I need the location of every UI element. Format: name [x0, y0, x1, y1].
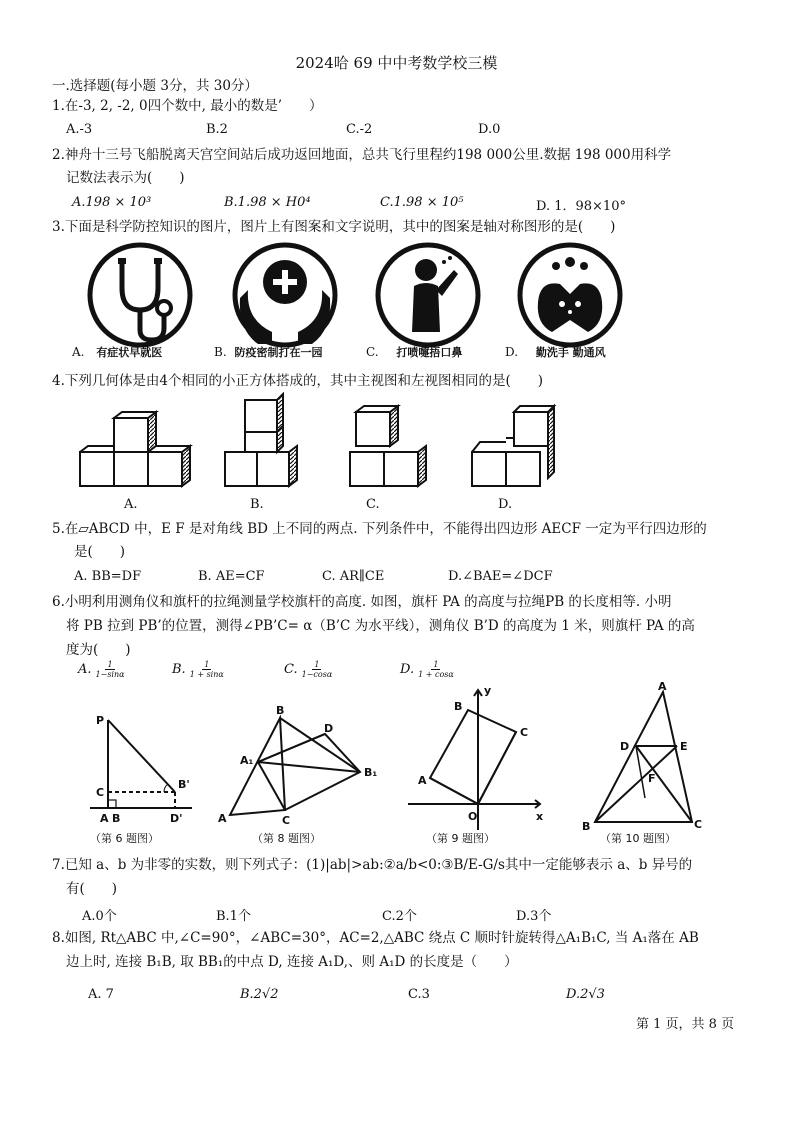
q2-option-c[interactable]: C.1.98 × 10⁵: [380, 195, 464, 210]
fig9-label-b: B: [454, 700, 463, 713]
q3-option-b-letter: B.: [214, 345, 227, 359]
q3-option-b[interactable]: [214, 344, 322, 360]
q4-option-b[interactable]: B.: [250, 497, 264, 512]
q5-stem-line2: 是( ): [74, 544, 126, 560]
q4-option-d[interactable]: D.: [498, 497, 513, 512]
q6-stem-line2: 将 PB 拉到 PB’的位置，测得∠PB’C= α（B’C 为水平线），测角仪 B’D 的高度为 1 米，则旗杆 PA 的高: [66, 618, 695, 634]
hand-wash-icon[interactable]: [520, 245, 620, 345]
q4-stem: 4.下列几何体是由4个相同的小正方体搭成的，其中主视图和左视图相同的是( ): [52, 373, 544, 389]
fig9-label-x: x: [536, 810, 544, 823]
q4-option-a[interactable]: A.: [124, 497, 138, 512]
q6-option-b-num: 1: [204, 660, 210, 669]
q6-stem-line3: 度为( ): [66, 642, 131, 658]
figure-9: [408, 690, 540, 830]
solid-b[interactable]: [225, 394, 297, 486]
q3-option-d-letter: D.: [505, 345, 519, 359]
q1-option-d[interactable]: D.0: [478, 122, 501, 137]
q7-stem-line1: 7.已知 a、b 为非零的实数，则下列式子：(1)|ab|>ab:②a/b<0:③B/E-G/s其中一定能够表示 a、b 异号的: [52, 857, 693, 873]
q4-solids: [70, 392, 670, 492]
solid-d[interactable]: [472, 392, 554, 486]
q6-option-a-num: 1: [107, 660, 113, 669]
q4-option-c[interactable]: C.: [366, 497, 380, 512]
q6-option-d-den: 1 + cosα: [418, 670, 454, 679]
fig10-label-b: B: [582, 820, 591, 833]
figure-6: [90, 720, 192, 808]
q5-option-c[interactable]: C. AR∥CE: [322, 569, 385, 584]
q3-option-c[interactable]: [366, 344, 462, 360]
q8-option-c[interactable]: C.3: [408, 987, 430, 1002]
q6-stem-line1: 6.小明利用测角仪和旗杆的拉绳测量学校旗杆的高度. 如图，旗杆 PA 的高度与拉绳PB 的长度相等. 小明: [52, 594, 672, 610]
q5-option-b[interactable]: B. AE=CF: [198, 569, 265, 584]
q6-option-d-letter: D.: [400, 662, 415, 677]
fig9-label-y: y: [484, 684, 492, 697]
q6-option-d-num: 1: [433, 660, 439, 669]
fig10-label-c: C: [694, 818, 703, 831]
hands-medical-cross-icon[interactable]: [235, 245, 335, 345]
solid-a[interactable]: [80, 412, 190, 486]
q2-option-b[interactable]: B.1.98 × H0⁴: [224, 195, 311, 210]
fig9-label-a: A: [418, 774, 427, 787]
q6-option-c-letter: C.: [284, 662, 298, 677]
q6-option-b-den: 1 + sinα: [189, 670, 224, 679]
q2-stem-line2: 记数法表示为( ): [66, 170, 185, 186]
page-title: 2024哈 69 中中考数学校三模: [295, 54, 498, 72]
q6-option-a-den: 1−sinα: [95, 670, 125, 679]
q6-option-a[interactable]: [78, 660, 127, 679]
fig8-label-a1: A₁: [240, 754, 254, 767]
q5-stem-line1: 5.在▱ABCD 中，E F 是对角线 BD 上不同的两点. 下列条件中，不能得出四边形 AECF 一定为平行四边形的: [52, 521, 707, 537]
q8-option-d[interactable]: D.2√3: [566, 987, 605, 1002]
fig10-label-a: A: [658, 680, 667, 693]
figures-row: [80, 680, 720, 855]
q3-option-a[interactable]: [72, 344, 162, 360]
fig9-label-c: C: [520, 726, 529, 739]
q1-option-c[interactable]: C.-2: [346, 122, 373, 137]
fig8-label-a: A: [218, 812, 227, 825]
fig6-caption: （第 6 题图）: [90, 832, 159, 845]
q7-option-d[interactable]: D.3个: [516, 909, 552, 924]
fig9-label-o: O: [468, 810, 478, 823]
fig10-label-f: F: [648, 772, 656, 785]
q6-option-a-letter: A.: [78, 662, 92, 677]
section-heading: 一.选择题(每小题 3分，共 30分）: [52, 78, 258, 94]
q6-option-b[interactable]: [172, 660, 226, 679]
q3-option-c-letter: C.: [366, 345, 379, 359]
q3-stem: 3.下面是科学防控知识的图片，图片上有图案和文字说明，其中的图案是轴对称图形的是( ): [52, 219, 616, 235]
q8-option-a[interactable]: A. 7: [88, 987, 114, 1002]
fig6-label-p: P: [96, 714, 105, 727]
q3-option-d[interactable]: [505, 344, 606, 360]
q8-option-b[interactable]: B.2√2: [240, 987, 279, 1002]
q6-option-c-den: 1−cosα: [301, 670, 333, 679]
fig10-label-e: E: [680, 740, 688, 753]
q5-option-a[interactable]: A. BB=DF: [74, 569, 142, 584]
q2-stem-line1: 2.神舟十三号飞船脱离天宫空间站后成功返回地面，总共飞行里程约198 000公里.数据 198 000用科学: [52, 147, 672, 163]
fig6-label-bprime: B': [178, 778, 190, 791]
q3-option-b-caption: 防疫密制打在一园: [234, 346, 323, 359]
q2-option-a[interactable]: A.198 × 10³: [72, 195, 152, 210]
fig8-label-b1: B₁: [364, 766, 378, 779]
q3-option-d-caption: 勤洗手 勤通风: [535, 346, 606, 359]
figure-10: [595, 692, 692, 822]
q3-option-c-caption: 打喷嚏捂口鼻: [396, 346, 463, 359]
q1-stem: 1.在-3, 2, -2, 0四个数中, 最小的数是’ ）: [52, 98, 323, 114]
q6-option-d[interactable]: [400, 660, 456, 679]
fig6-label-a: A: [100, 812, 109, 825]
stethoscope-icon[interactable]: [90, 245, 190, 345]
sneeze-icon[interactable]: [378, 245, 478, 345]
q7-option-b[interactable]: B.1个: [216, 909, 251, 924]
fig6-label-dprime: D': [170, 812, 183, 825]
solid-c[interactable]: [350, 406, 426, 486]
page-footer: 第 1 页，共 8 页: [636, 1017, 735, 1032]
q1-option-a[interactable]: A.-3: [66, 122, 93, 137]
fig10-label-d: D: [620, 740, 630, 753]
q6-option-c[interactable]: [284, 660, 334, 679]
fig10-caption: （第 10 题图）: [600, 832, 676, 845]
q6-option-b-letter: B.: [172, 662, 186, 677]
fig8-label-c: C: [282, 814, 291, 827]
q3-option-a-caption: 有症状早就医: [96, 346, 163, 359]
fig6-label-c: C: [96, 786, 105, 799]
q1-option-b[interactable]: B.2: [206, 122, 228, 137]
q2-option-d[interactable]: D. 1．98×10°: [536, 199, 626, 214]
fig8-caption: （第 8 题图）: [252, 832, 321, 845]
q8-stem-line1: 8.如图, Rt△ABC 中,∠C=90°，∠ABC=30°，AC=2,△ABC 绕点 C 顺时针旋转得△A₁B₁C, 当 A₁落在 AB: [52, 930, 699, 946]
fig8-label-b: B: [276, 704, 285, 717]
q5-option-d[interactable]: D.∠BAE=∠DCF: [448, 569, 553, 584]
q7-option-c[interactable]: C.2个: [382, 909, 417, 924]
fig8-label-d: D: [324, 722, 334, 735]
q7-option-a[interactable]: A.0个: [82, 909, 117, 924]
q8-stem-line2: 边上时, 连接 B₁B, 取 BB₁的中点 D, 连接 A₁D,、则 A₁D 的长度是（ ）: [66, 954, 518, 970]
fig9-caption: （第 9 题图）: [426, 832, 495, 845]
q3-option-a-letter: A.: [72, 345, 85, 359]
q6-option-c-num: 1: [314, 660, 320, 669]
q7-stem-line2: 有( ): [66, 881, 118, 897]
fig6-label-b: B: [112, 812, 121, 825]
